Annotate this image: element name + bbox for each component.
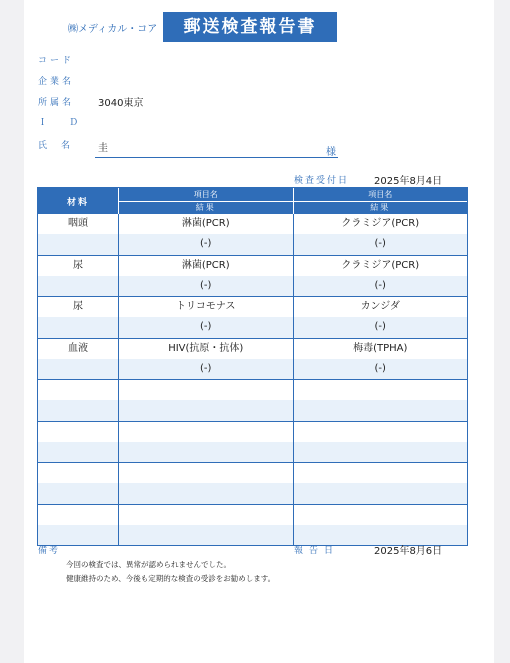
result-cell: (-) (294, 234, 468, 255)
result-header-2: 結果 (370, 203, 391, 212)
table-row (38, 214, 467, 255)
item-name-cell (294, 505, 468, 525)
table-row (38, 462, 467, 504)
honorific: 様 (326, 147, 336, 158)
item-name-cell: 淋菌(PCR) (181, 218, 230, 229)
result-cell (294, 483, 468, 504)
material-cell: 尿 (73, 301, 83, 312)
result-cell: (-) (294, 317, 468, 338)
report-title: 郵送検査報告書 (163, 12, 337, 42)
table-row (38, 338, 467, 380)
result-cell: (-) (119, 317, 293, 338)
item-name-cell (294, 422, 468, 442)
results-table (37, 187, 468, 546)
name-value: 圭 (98, 143, 108, 154)
material-cell (38, 463, 118, 483)
affiliation-value: 3040東京 (98, 98, 144, 109)
material-cell: 尿 (73, 259, 83, 271)
code-label: コード (38, 56, 75, 66)
result-cell: (-) (294, 359, 468, 380)
item-name-cell: カンジダ (360, 301, 400, 312)
item-name-cell: クラミジア(PCR) (341, 259, 420, 271)
item-name-cell: 淋菌(PCR) (181, 259, 230, 271)
item-name-cell: 梅毒(TPHA) (353, 342, 408, 354)
result-cell: (-) (119, 359, 293, 380)
result-cell (119, 483, 293, 504)
result-cell (119, 442, 293, 463)
remark-line-1: 今回の検査では、異常が認められませんでした。 (66, 560, 231, 569)
material-cell (38, 422, 118, 442)
result-header-1: 結果 (195, 203, 216, 212)
name-underline (95, 156, 338, 158)
received-date-value: 2025年8月4日 (374, 176, 443, 187)
report-date-value: 2025年8月6日 (374, 546, 443, 557)
item-name-cell (294, 380, 468, 400)
material-cell: 血液 (68, 342, 88, 354)
material-cell: 咽頭 (68, 218, 88, 229)
remarks-label: 備考 (38, 546, 61, 556)
item-name-cell (119, 505, 293, 525)
result-cell (294, 442, 468, 463)
table-row (38, 504, 467, 546)
item-name-cell (119, 422, 293, 442)
id-label: ＩＤ (38, 118, 101, 128)
result-cell: (-) (294, 276, 468, 297)
item-name-cell (119, 463, 293, 483)
received-date-label: 検査受付日 (294, 176, 350, 186)
item-name-header-1: 項目名 (119, 188, 293, 202)
table-row (38, 296, 467, 338)
affiliation-label: 所属名 (38, 98, 75, 108)
table-row (38, 379, 467, 421)
material-cell (38, 380, 118, 400)
company-name-label: 企業名 (38, 77, 75, 87)
table-row (38, 255, 467, 297)
result-cell (119, 525, 293, 546)
material-header: 材料 (38, 188, 119, 214)
item-name-cell (119, 380, 293, 400)
item-name-header-2: 項目名 (294, 188, 468, 202)
result-cell: (-) (119, 276, 293, 297)
result-cell: (-) (119, 234, 293, 255)
remark-line-2: 健康維持のため、今後も定期的な検査の受診をお勧めします。 (66, 574, 276, 583)
report-date-label: 報告日 (294, 546, 340, 556)
company-name: ㈱メディカル・コア (68, 24, 158, 35)
result-cell (294, 400, 468, 421)
table-row (38, 421, 467, 463)
name-label: 氏名 (38, 141, 85, 151)
item-name-cell (294, 463, 468, 483)
table-header (38, 188, 467, 214)
material-cell (38, 505, 118, 525)
item-name-cell: HIV(抗原・抗体) (168, 342, 244, 354)
item-name-cell: トリコモナス (176, 301, 236, 312)
result-cell (119, 400, 293, 421)
item-name-cell: クラミジア(PCR) (341, 218, 420, 229)
